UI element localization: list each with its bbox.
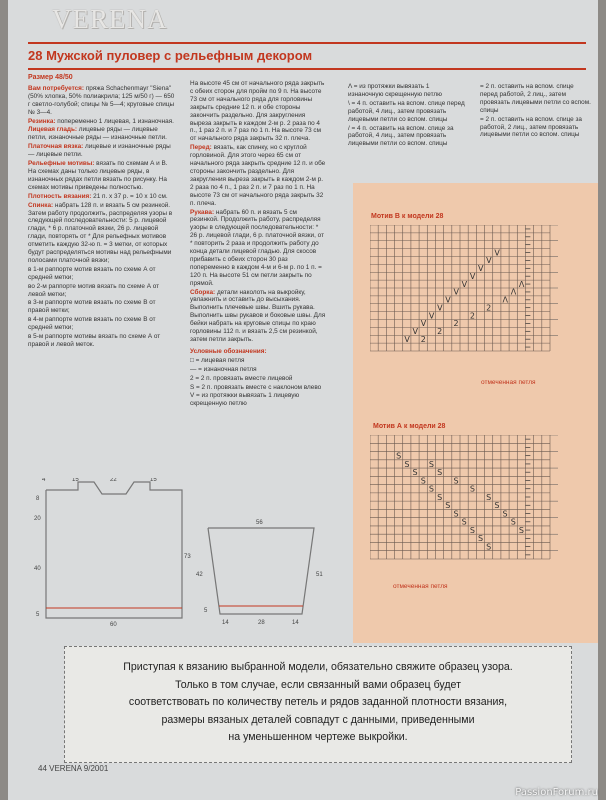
left-paragraph: в 5-м раппорте мотивы вязать по схеме А от правой и левой меток. — [28, 333, 161, 348]
back-dim-side-c: 40 — [34, 566, 41, 572]
chart-symbol: V — [445, 295, 451, 305]
site-watermark: PassionForum.ru — [515, 787, 598, 798]
mid-paragraph: На высоте 45 см от начального ряда закрыть с обеих сторон для пройм по 9 п. На высоте 73 см от начального ряда для горловины закрыть средние 12 п. и обе стороны закончить раздельно. Для закругления выреза закрыть в каждом 2-м р. 2 раза по 4 п., 1 раз 2 п. и 7 раз по 1 п. На высоте 73 см от начального ряда закрыть 32 п. плеча. — [190, 80, 325, 143]
chart-symbol: V — [404, 334, 410, 344]
motif-a-title: Мотив А к модели 28 — [373, 423, 446, 430]
legend-r1-paragraph: Λ = из протяжки вывязать 1 изнаночную скрещенную петлю — [348, 83, 442, 98]
mid-heading: Рукава: — [190, 208, 215, 216]
page-footer: 44 VERENA 9/2001 — [38, 764, 109, 773]
sleeve-dim-b1: 14 — [222, 620, 229, 626]
chart-symbol: Λ — [510, 287, 517, 297]
instructions-middle-column — [190, 80, 326, 409]
left-paragraph: в 1-м раппорте мотив вязать по схеме А от средней метки; — [28, 265, 156, 281]
chart-symbol: S — [469, 484, 475, 494]
mid-paragraph: Перед: вязать, как спинку, но с круглой горловиной. Для этого через 65 см от начального ряда закрыть средние 12 п. и обе стороны закончить раздельно. Для закругления выреза закрыть в каждом 2-м р. 2 раза по 4 п., 1 раз 2 п. и 7 раз по 1 п. На высоте 73 см от начального ряда закрыть 32 п. плеча. — [190, 144, 326, 207]
sleeve-dim-b2: 28 — [258, 620, 265, 626]
left-heading: Платочная вязка: — [28, 143, 84, 151]
motif-b-marked-loop: отмеченная петля — [481, 379, 536, 386]
chart-symbol: S — [437, 468, 443, 478]
motif-a-marked-loop: отмеченная петля — [393, 583, 448, 590]
legend-r1-paragraph: \ = 4 п. оставить на вспом. спице перед работой, 4 лиц., затем провязать лицевыми петли со вспом. спицы — [348, 99, 465, 123]
chart-symbol: S — [461, 517, 467, 527]
back-dim-top-center: 22 — [110, 478, 117, 483]
chart-symbol: 2 — [469, 311, 475, 321]
knitting-charts-panel — [353, 183, 598, 643]
notice-box — [64, 646, 572, 763]
motif-a-chart — [370, 435, 564, 565]
mid-paragraph: Сборка: детали наколоть на выкройку, увлажнить и оставить до высыхания. Выполнить плечевые швы. Вшить рукава. Выполнить швы рукавов и боковые швы. Для бейки набрать на круговые спицы по краю горловины 112 п. и вязать 2,5 см резинкой, затем петли закрыть. — [190, 288, 326, 343]
left-paragraph: Плотность вязания: 21 п. х 37 р. = 10 х 10 см. — [28, 192, 168, 200]
sleeve-dim-right: 51 — [316, 572, 323, 578]
chart-symbol: V — [469, 271, 476, 281]
notice-line: соответствовать по количеству петель и рядов заданной плотности вязания, — [128, 696, 508, 708]
chart-symbol: V — [494, 248, 500, 258]
motif-b-title: Мотив В к модели 28 — [371, 213, 444, 220]
magazine-page — [8, 0, 598, 800]
back-dim-bottom: 60 — [110, 622, 117, 628]
instructions-left-column — [28, 74, 176, 350]
chart-symbol: V — [453, 287, 459, 297]
motif-b-chart — [370, 225, 564, 357]
chart-symbol: V — [412, 327, 419, 337]
legend-item: V = из протяжки вывязать 1 лицевую скрещенную петлю — [190, 392, 300, 408]
notice-line: на уменьшенном чертеже выкройки. — [228, 731, 408, 743]
left-heading: Вам потребуется: — [28, 84, 85, 92]
back-dim-side-a: 8 — [36, 496, 40, 502]
sleeve-dim-left-d: 5 — [204, 608, 208, 614]
title-rule-bottom — [28, 68, 586, 70]
left-paragraph: Резинка: попеременно 1 лицевая, 1 изнаночная. — [28, 117, 174, 125]
chart-symbol: 2 — [486, 303, 492, 313]
brand-logo: VERENA — [52, 4, 168, 34]
left-heading: Плотность вязания: — [28, 192, 92, 200]
left-paragraph: Платочная вязка: лицевые и изнаночные ряды — лицевые петли. — [28, 143, 171, 159]
back-dim-side-d: 5 — [36, 612, 40, 618]
title-rule-top — [28, 42, 586, 44]
back-dim-side-b: 20 — [34, 516, 41, 522]
legend-item: S = 2 п. провязать вместе с наклоном влево — [190, 383, 322, 391]
left-paragraph: во 2-м раппорте мотив вязать по схеме А от левой метки; — [28, 282, 160, 298]
chart-symbol: S — [518, 525, 524, 535]
chart-symbol: V — [461, 279, 468, 289]
left-paragraph: Спинка: набрать 128 п. и вязать 5 см резинкой. Затем работу продолжить, распределяя узоры в следующей последовательности: 5 р. лицевой глади, * 6 р. платочной вязки, 26 р. лицевой глади, повторять от * Для рельефных мотивов отметить каждую 32-ю п. = 3 метки, от которых будут распределяться мотивы над рельефными полосами платочной вязки; — [28, 201, 173, 264]
chart-symbol: S — [396, 451, 402, 461]
left-paragraph: в 3-м раппорте мотив вязать по схеме В от правой метки; — [28, 299, 156, 315]
chart-symbol: V — [428, 311, 435, 321]
notice-line: Только в том случае, если связанный вами образец будет — [175, 678, 461, 691]
chart-symbol: S — [453, 476, 459, 486]
chart-symbol: S — [469, 525, 475, 535]
legend-r1-paragraph: / = 4 п. оставить на вспом. спице за работой, 4 лиц., затем провязать лицевыми петли со вспом. спицы — [348, 124, 454, 148]
back-dim-top-mid: 15 — [72, 478, 79, 483]
page-title: 28 Мужской пуловер с рельефным декором — [28, 48, 313, 63]
legend-right-column-2 — [480, 83, 592, 140]
chart-symbol: 2 — [437, 327, 443, 337]
notice-line: размеры вязаных деталей совпадут с данными, приведенными — [161, 713, 475, 726]
chart-symbol: S — [486, 492, 492, 502]
chart-symbol: S — [502, 509, 508, 519]
chart-symbol: V — [420, 319, 427, 329]
legend-r2-paragraph: = 2 п. оставить на вспом. спице за работой, 2 лиц., затем провязать лицевыми петли со вспом. спицы — [480, 115, 582, 139]
back-dim-top-right: 15 — [150, 478, 157, 483]
left-paragraph: Вам потребуется: пряжа Schachenmayr "Siena" (50% хлопка, 50% полиакрила; 125 м/50 г) — 650 г светло-голубой; спицы № 5—4; круговые спицы № 3—4. — [28, 84, 175, 116]
notice-text — [65, 659, 571, 747]
chart-symbol: S — [412, 468, 418, 478]
sleeve-schematic — [194, 516, 324, 628]
chart-symbol: S — [428, 484, 434, 494]
back-dim-side-total: 73 — [184, 554, 191, 560]
size-label: Размер 48/50 — [28, 74, 73, 81]
chart-symbol: S — [445, 501, 451, 511]
sleeve-dim-b3: 14 — [292, 620, 299, 626]
left-paragraph: в 4-м раппорте мотив вязать по схеме В от средней метки; — [28, 316, 156, 332]
chart-symbol: Λ — [502, 295, 509, 305]
left-paragraph: Лицевая гладь: лицевые ряды — лицевые петли, изнаночные ряды — изнаночные петли. — [28, 126, 167, 142]
legend-item: □ = лицевая петля — [190, 356, 245, 364]
chart-symbol: S — [453, 509, 459, 519]
mid-paragraph: Рукава: набрать 60 п. и вязать 5 см резинкой. Продолжить работу, распределяя узоры в следующей последовательности: * 26 р. лицевой глади, 6 р. платочной вязки, от * повторить 2 раза и продолжить работу до конца детали лицевой гладью. Для скосов прибавить с обеих сторон 30 раз попеременно в каждом 4-м и 6-м р. по 1 п. = 120 п. На высоте 51 см петли закрыть по прямой. — [190, 208, 325, 287]
chart-symbol: S — [510, 517, 516, 527]
chart-symbol: 2 — [420, 334, 426, 344]
sleeve-dim-top: 56 — [256, 520, 263, 526]
left-heading: Спинка: — [28, 201, 54, 209]
chart-symbol: S — [437, 492, 443, 502]
chart-symbol: 2 — [453, 319, 459, 329]
chart-symbol: S — [494, 501, 500, 511]
chart-symbol: S — [420, 476, 426, 486]
chart-symbol: V — [486, 256, 492, 266]
left-heading: Резинка: — [28, 117, 56, 125]
chart-symbol: S — [404, 459, 410, 469]
sleeve-dim-left: 42 — [196, 572, 203, 578]
back-dim-top-left: 4 — [42, 478, 46, 483]
mid-heading: Сборка: — [190, 288, 216, 296]
chart-symbol: V — [437, 303, 443, 313]
chart-symbol: S — [486, 542, 492, 552]
notice-line: Приступая к вязанию выбранной модели, обязательно свяжите образец узора. — [123, 661, 513, 673]
left-paragraph: Рельефные мотивы: вязать по схемам А и В. На схемах даны только лицевые ряды, в изнаночных рядах петли вязать по рисунку. На схемах мотивы приведены полностью. — [28, 160, 168, 191]
chart-symbol: Λ — [518, 279, 525, 289]
legend-r2-paragraph: = 2 п. оставить на вспом. спице перед работой, 2 лиц., затем провязать лицевыми петли со вспом. спицы — [480, 83, 591, 114]
mid-heading: Перед: — [190, 144, 212, 152]
back-schematic — [32, 478, 192, 628]
legend-item: — = изнаночная петля — [190, 365, 257, 373]
legend-right-column-1 — [348, 83, 466, 149]
legend-item: 2 = 2 п. провязать вместе лицевой — [190, 374, 293, 382]
legend-title: Условные обозначения: — [190, 347, 267, 355]
chart-symbol: S — [478, 534, 484, 544]
chart-symbol: V — [478, 264, 484, 274]
left-heading: Лицевая гладь: — [28, 126, 78, 134]
chart-symbol: S — [428, 459, 434, 469]
left-heading: Рельефные мотивы: — [28, 160, 95, 168]
